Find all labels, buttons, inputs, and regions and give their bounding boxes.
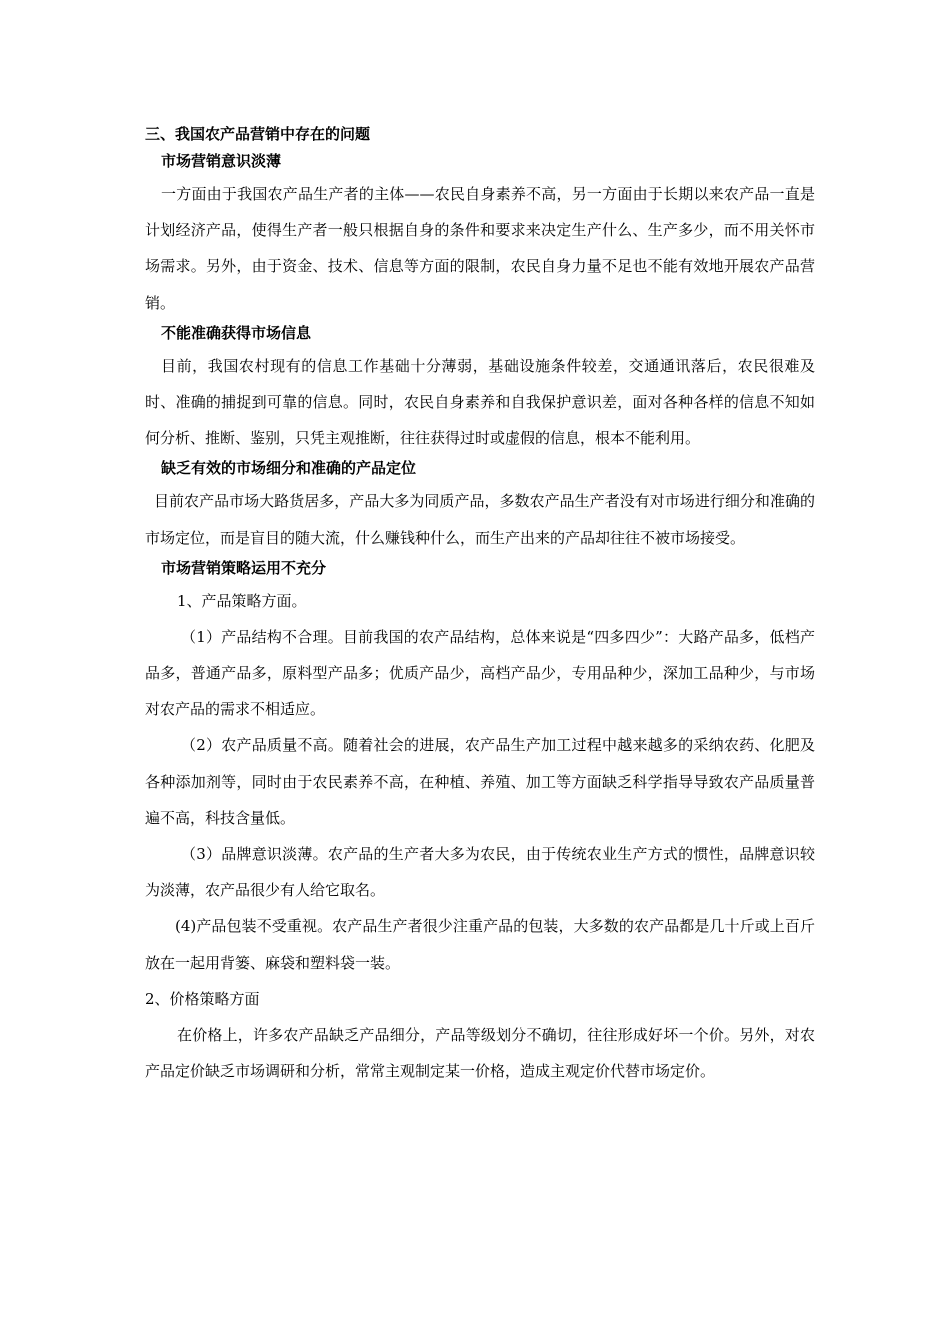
subsection-paragraph-3: 目前农产品市场大路货居多，产品大多为同质产品，多数农产品生产者没有对市场进行细分和准确的市场定位，而是盲目的随大流，什么赚钱种什么，而生产出来的产品却往往不被市场接受。 (145, 492, 815, 547)
subsection-paragraph-1: 一方面由于我国农产品生产者的主体——农民自身素养不高，另一方面由于长期以来农产品一直是计划经济产品，使得生产者一般只根据自身的条件和要求来决定生产什么、生产多少，而不用关怀市场需求。另外，由于资金、技术、信息等方面的限制，农民自身力量不足也不能有效地开展农产品营销。 (145, 185, 815, 312)
subsection-paragraph-2: 目前，我国农村现有的信息工作基础十分薄弱，基础设施条件较差，交通通讯落后，农民很难及时、准确的捕捉到可靠的信息。同时，农民自身素养和自我保护意识差，面对各种各样的信息不知如何分析、推断、鉴别，只凭主观推断，往往获得过时或虚假的信息，根本不能利用。 (145, 356, 815, 448)
subsection-title-1: 市场营销意识淡薄 (161, 152, 282, 170)
product-strategy-title: 1、产品策略方面。 (177, 591, 307, 610)
section-title: 三、我国农产品营销中存在的问题 (145, 125, 371, 143)
subsection-title-2: 不能准确获得市场信息 (161, 323, 312, 342)
price-strategy-paragraph: 在价格上，许多农产品缺乏产品细分，产品等级划分不确切，往往形成好坏一个价。另外，对农产品定价缺乏市场调研和分析，常常主观制定某一价格，造成主观定价代替市场定价。 (145, 1025, 815, 1081)
product-strategy-item-3: （3）品牌意识淡薄。农产品的生产者大多为农民，由于传统农业生产方式的惯性，品牌意识较为淡薄，农产品很少有人给它取名。 (145, 845, 815, 900)
document-body (145, 124, 815, 1089)
product-strategy-item-1: （1）产品结构不合理。目前我国的农产品结构，总体来说是“四多四少”：大路产品多，低档产品多，普通产品多，原料型产品多；优质产品少，高档产品少，专用品种少，深加工品种少，与市场对农产品的需求不相适应。 (145, 627, 815, 719)
price-strategy-title: 2、价格策略方面 (145, 989, 260, 1008)
subsection-title-3: 缺乏有效的市场细分和准确的产品定位 (161, 459, 417, 478)
product-strategy-item-2: （2）农产品质量不高。随着社会的进展，农产品生产加工过程中越来越多的采纳农药、化肥及各种添加剂等，同时由于农民素养不高，在种植、养殖、加工等方面缺乏科学指导导致农产品质量普遍不高，科技含量低。 (145, 736, 815, 827)
product-strategy-item-4: (4)产品包装不受重视。农产品生产者很少注重产品的包装，大多数的农产品都是几十斤或上百斤放在一起用背篓、麻袋和塑料袋一装。 (145, 917, 815, 972)
subsection-title-4: 市场营销策略运用不充分 (161, 558, 327, 577)
